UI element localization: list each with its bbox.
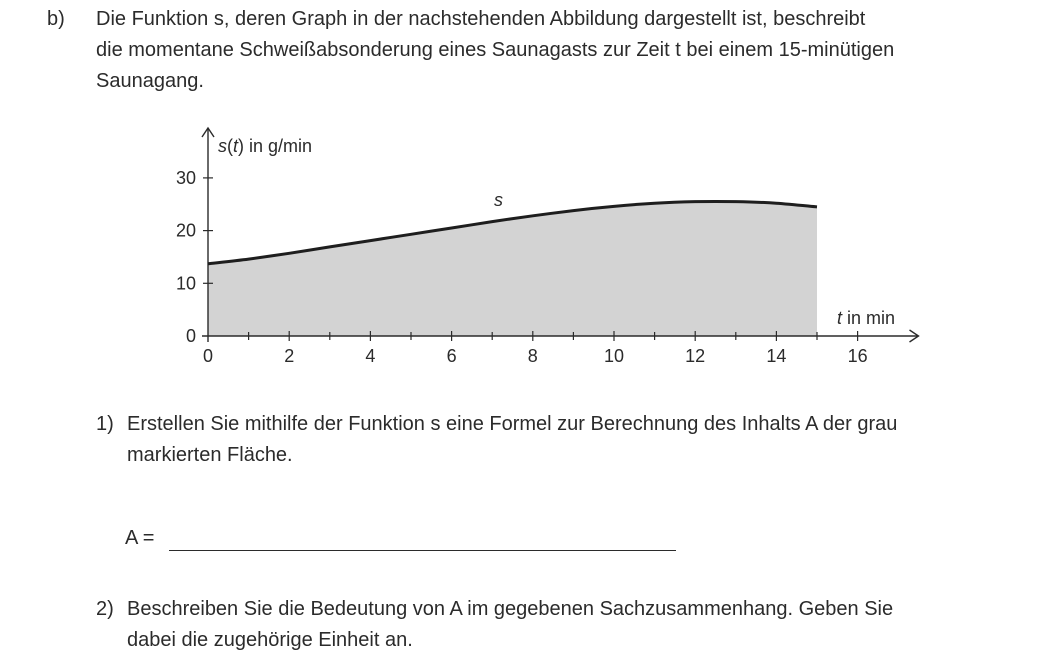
intro-line-3: Saunagang. xyxy=(96,70,204,92)
x-tick-label: 14 xyxy=(766,346,787,366)
x-tick-label: 16 xyxy=(847,346,868,366)
task-1-line-1: Erstellen Sie mithilfe der Funktion s eine Formel zur Berechnung des Inhalts A der grau xyxy=(127,413,898,435)
answer-label: A = xyxy=(125,527,155,549)
intro-line-1: Die Funktion s, deren Graph in der nachstehenden Abbildung dargestellt ist, beschreibt xyxy=(96,8,866,30)
curve-label: s xyxy=(494,190,503,210)
x-tick-label: 2 xyxy=(284,346,295,366)
y-axis-title: s(t) in g/min xyxy=(218,136,313,156)
x-tick-label: 12 xyxy=(685,346,706,366)
task-2-number: 2) xyxy=(96,598,114,620)
x-tick-label: 10 xyxy=(603,346,625,366)
task-1-number: 1) xyxy=(96,413,114,435)
task-1-line-2: markierten Fläche. xyxy=(127,444,293,466)
task-1-text xyxy=(127,409,987,471)
part-label: b) xyxy=(47,8,65,30)
x-tick-label: 8 xyxy=(527,346,538,366)
y-tick-label: 10 xyxy=(175,273,196,294)
y-tick-label: 20 xyxy=(175,220,196,241)
x-tick-label: 4 xyxy=(365,346,376,366)
x-tick-label: 0 xyxy=(202,346,214,366)
y-tick-label: 30 xyxy=(175,167,196,188)
task-2-line-1: Beschreiben Sie die Bedeutung von A im gegebenen Sachzusammenhang. Geben Sie xyxy=(127,598,894,620)
task-2-text xyxy=(127,594,987,656)
answer-line[interactable] xyxy=(169,550,676,551)
shaded-area xyxy=(208,201,817,336)
x-axis-title: t in min xyxy=(837,308,896,328)
y-tick-label: 0 xyxy=(185,326,196,346)
task-2-line-2: dabei die zugehörige Einheit an. xyxy=(127,629,413,651)
x-tick-label: 6 xyxy=(446,346,457,366)
intro-line-2: die momentane Schweißabsonderung eines Saunagasts zur Zeit t bei einem 15-minütigen xyxy=(96,39,895,61)
